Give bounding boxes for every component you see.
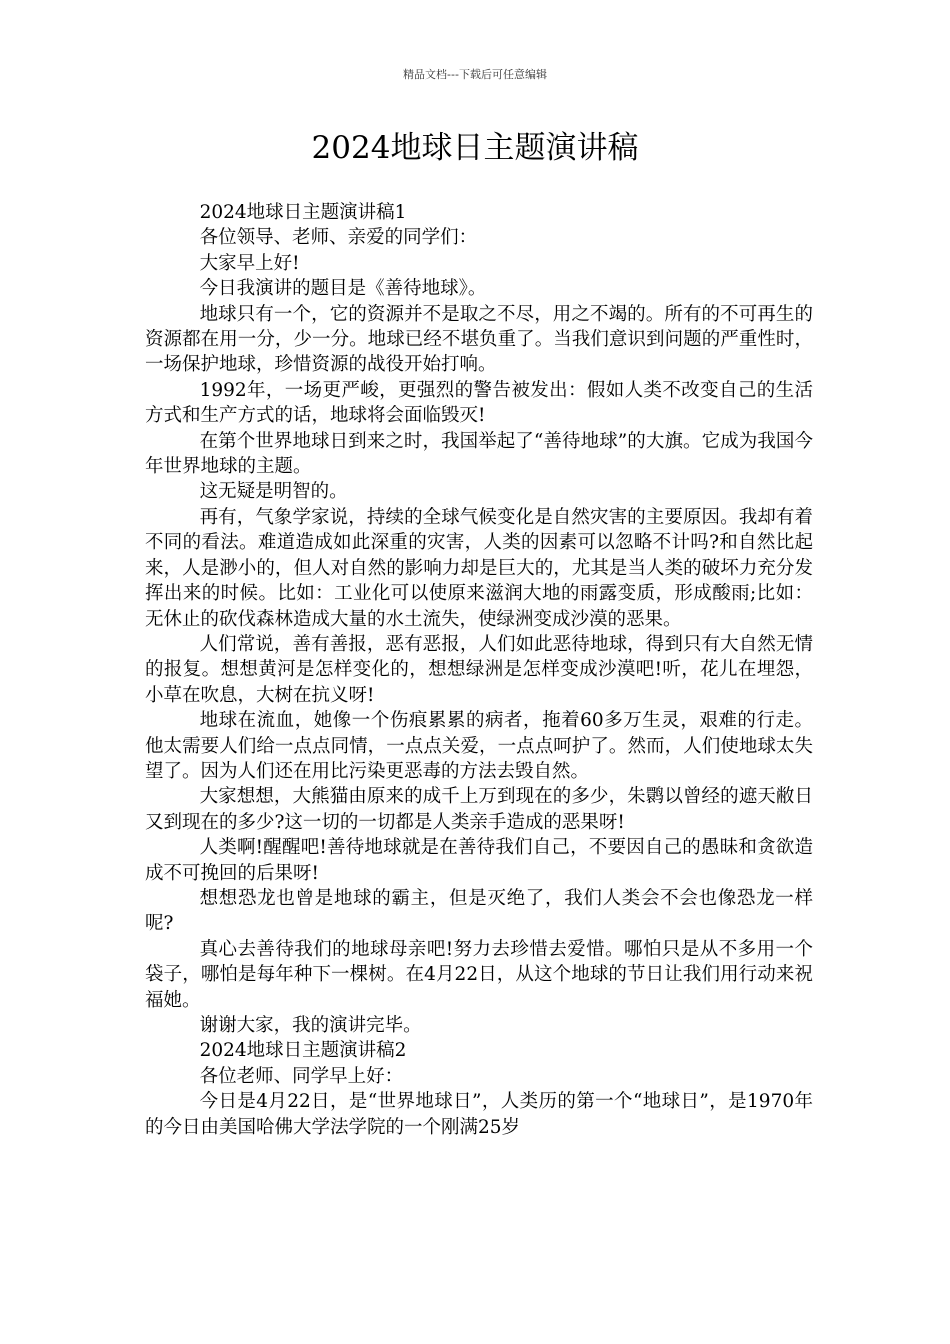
paragraph: 今日我演讲的题目是《善待地球》。 [199, 278, 487, 300]
paragraph: 各位领导、老师、亲爱的同学们： [199, 227, 478, 249]
paragraph: 真心去善待我们的地球母亲吧!努力去珍惜去爱惜。哪怕只是从不多用一个袋子，哪怕是每年种下一棵树。在4月22日，从这个地球的节日让我们用行动来祝福她。 [145, 938, 813, 1011]
paragraph: 2024地球日主题演讲稿1 [199, 202, 407, 223]
paragraph: 地球在流血，她像一个伤痕累累的病者，拖着60多万生灵，艰难的行走。他太需要人们给一点点同情，一点点关爱，一点点呵护了。然而，人们使地球太失望了。因为人们还在用比污染更恶毒的方法去毁自然。 [145, 710, 813, 782]
document-body [145, 200, 813, 1140]
paragraph: 在第个世界地球日到来之时，我国举起了“善待地球”的大旗。它成为我国今年世界地球的主题。 [145, 430, 813, 478]
paragraph: 谢谢大家，我的演讲完毕。 [199, 1015, 422, 1036]
paragraph: 人类啊!醒醒吧!善待地球就是在善待我们自己，不要因自己的愚昧和贪欲造成不可挽回的后果呀! [145, 837, 813, 884]
paragraph: 各位老师、同学早上好： [199, 1065, 404, 1087]
paragraph: 今日是4月22日，是“世界地球日”，人类历的第一个“地球日”，是1970年的今日由美国哈佛大学法学院的一个刚满25岁 [145, 1091, 813, 1138]
paragraph: 大家想想，大熊猫由原来的成千上万到现在的多少，朱鹮以曾经的遮天敝日又到现在的多少?这一切的一切都是人类亲手造成的恶果呀! [145, 786, 813, 833]
paragraph: 大家早上好! [199, 252, 300, 274]
paragraph: 想想恐龙也曾是地球的霸主，但是灭绝了，我们人类会不会也像恐龙一样呢? [145, 887, 813, 935]
paragraph: 这无疑是明智的。 [199, 481, 348, 503]
document-title: 2024地球日主题演讲稿 [311, 130, 639, 166]
paragraph: 地球只有一个，它的资源并不是取之不尽，用之不竭的。所有的不可再生的资源都在用一分，少一分。地球已经不堪负重了。当我们意识到问题的严重性时，一场保护地球，珍惜资源的战役开始打响。 [145, 303, 813, 376]
paragraph: 再有，气象学家说，持续的全球气候变化是自然灾害的主要原因。我却有着不同的看法。难道造成如此深重的灾害，人类的因素可以忽略不计吗?和自然比起来，人是渺小的，但人对自然的影响力却是巨大的，尤其是当人类的破坏力充分发挥出来的时候。比如：工业化可以使原来滋润大地的雨露变质，形成酸雨;比如：无休止的砍伐森林造成大量的水土流失，使绿洲变成沙漠的恶果。 [145, 506, 813, 630]
paragraph: 人们常说，善有善报，恶有恶报，人们如此恶待地球，得到只有大自然无情的报复。想想黄河是怎样变化的，想想绿洲是怎样变成沙漠吧!听，花儿在埋怨，小草在吹息，大树在抗义呀! [145, 633, 813, 706]
page-header-note: 精品文档---下载后可任意编辑 [403, 68, 547, 81]
paragraph: 2024地球日主题演讲稿2 [199, 1040, 407, 1062]
paragraph: 1992年，一场更严峻，更强烈的警告被发出：假如人类不改变自己的生活方式和生产方式的话，地球将会面临毁灭! [145, 379, 813, 427]
